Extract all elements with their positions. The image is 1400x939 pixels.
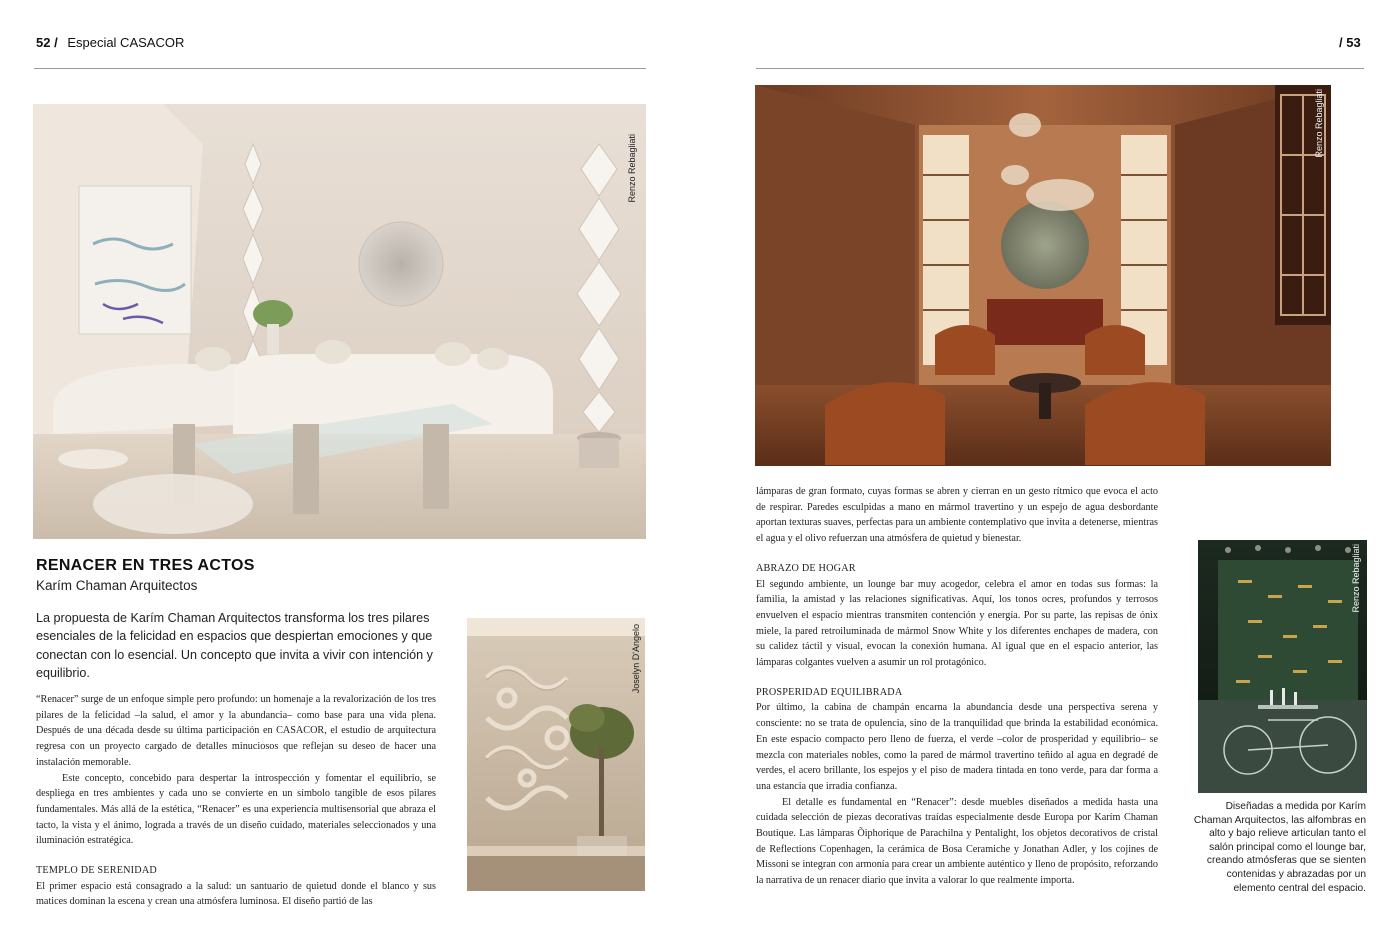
lounge-bar-photo xyxy=(755,85,1331,466)
subheading-abrazo: ABRAZO DE HOGAR xyxy=(756,562,856,574)
subheading-prosperidad: PROSPERIDAD EQUILIBRADA xyxy=(756,686,903,698)
photo-caption: Diseñadas a medida por Karím Chaman Arquitectos, las alfombras en alto y bajo relieve articulan tanto el salón principal como el lounge bar, creando atmósferas que se sienten contenidas y abrazadas por un elemento central del espacio. xyxy=(1193,801,1366,894)
wellness-room-photo xyxy=(467,618,645,891)
body-column-right xyxy=(756,484,1158,889)
article-title: RENACER EN TRES ACTOS xyxy=(36,557,255,574)
page-number-right xyxy=(1339,35,1361,50)
right-page-number: / 53 xyxy=(1339,35,1361,50)
page-number-left xyxy=(36,35,184,50)
article-author: Karím Chaman Arquitectos xyxy=(36,578,198,593)
photo-credit-lounge-bar: Renzo Rebagliati xyxy=(1314,89,1324,158)
living-room-photo xyxy=(33,104,646,539)
article-lead: La propuesta de Karím Chaman Arquitectos transforma los tres pilares esenciales de la felicidad en espacios que despiertan emociones y que conectan con lo esencial. Un concepto que invita a vivir con intención y equilibrio. xyxy=(36,611,433,680)
photo-credit-living-room: Renzo Rebagliati xyxy=(627,134,637,203)
body-paragraph-3: El primer espacio está consagrado a la salud: un santuario de quietud donde el blanco y sus matices dominan la escena y crean una atmósfera luminosa. El diseño partió de las xyxy=(36,880,436,908)
body-paragraph-4: El segundo ambiente, un lounge bar muy acogedor, celebra el amor en todas sus formas: la familia, la amistad y las relaciones significativas. Aquí, los tonos ocres, profundos y terrosos envuelven el espacio mientras transmiten contención y energía. Por su parte, las repisas de ónix miele, la pared retroiluminada de mármol Snow White y los diferentes enchapes de madera, con su calidez táctil y visual, evocan la conexión humana. Al igual que en el espacio anterior, las lámparas colgantes vuelven a asumir un rol protagónico. xyxy=(756,578,1158,669)
left-page-number: 52 / xyxy=(36,35,58,50)
body-paragraph-6: El detalle es fundamental en “Renacer”: desde muebles diseñados a medida hasta una cuidada selección de piezas decorativas traídas especialmente desde Europa por Karím Chaman Boutique. Las lámparas Õiphorique de Parachilna y Pentalight, los objetos decorativos de cristal de Reflections Copenhagen, la cerámica de Bosa Ceramiche y Jonathan Adler, y los cojines de Missoni se integran con armonía para crear un ambiente auténtico y lleno de propósito, reforzando la narrativa de un renacer diario que invita a valorar lo que realmente importa. xyxy=(756,796,1158,887)
champagne-cabin-photo xyxy=(1198,540,1367,793)
body-paragraph-2: Este concepto, concebido para despertar la introspección y fomentar el equilibrio, se despliega en tres ambientes y cada uno se convierte en un símbolo tangible de esos pilares fundamentales. Más allá de la estética, “Renacer” es una experiencia multisensorial que abraza el tacto, la vista y el ánimo, lograda a través de un diseño cuidado, materiales seleccionados y una iluminación estratégica. xyxy=(36,772,436,847)
header-rule-right xyxy=(756,68,1364,69)
body-paragraph-5: Por último, la cabina de champán encarna la abundancia desde una perspectiva serena y consciente: no se trata de opulencia, sino de la tranquilidad que brinda la estabilidad económica. En este espacio compacto pero lleno de fuerza, el verde –color de prosperidad y equilibrio– se mezcla con materiales nobles, como la pared de mármol travertino teñido al agua en degradé de verdes, el acero brillante, los espejos y el piso de madera tintada en tono verde, para dar forma a una estancia que irradia confianza. xyxy=(756,702,1158,792)
body-paragraph-3-continued: lámparas de gran formato, cuyas formas se abren y cierran en un gesto rítmico que evoca el acto de respirar. Paredes esculpidas a mano en mármol travertino y un espejo de agua desbordante aportan texturas suaves, perfectas para un ambiente contemplativo que invita a detenerse, mientras el agua y el olivo refuerzan una atmósfera de quietud y bienestar. xyxy=(756,486,1158,545)
header-rule-left xyxy=(34,68,646,69)
photo-credit-champagne: Renzo Rebagliati xyxy=(1351,544,1361,613)
body-column-left xyxy=(36,692,436,910)
section-title: Especial CASACOR xyxy=(67,35,185,50)
photo-credit-wellness: Joselyn D'Angelo xyxy=(631,624,641,694)
body-paragraph-1: “Renacer” surge de un enfoque simple pero profundo: un homenaje a la revalorización de los tres pilares de la felicidad –la salud, el amor y la abundancia– como base para una vida plena. Después de una década desde su última participación en CASACOR, el estudio de arquitectura regresa con un proyecto cargado de detalles minuciosos que reflejan su deseo de hacer una instalación memorable. xyxy=(36,694,436,768)
subheading-templo: TEMPLO DE SERENIDAD xyxy=(36,865,157,877)
